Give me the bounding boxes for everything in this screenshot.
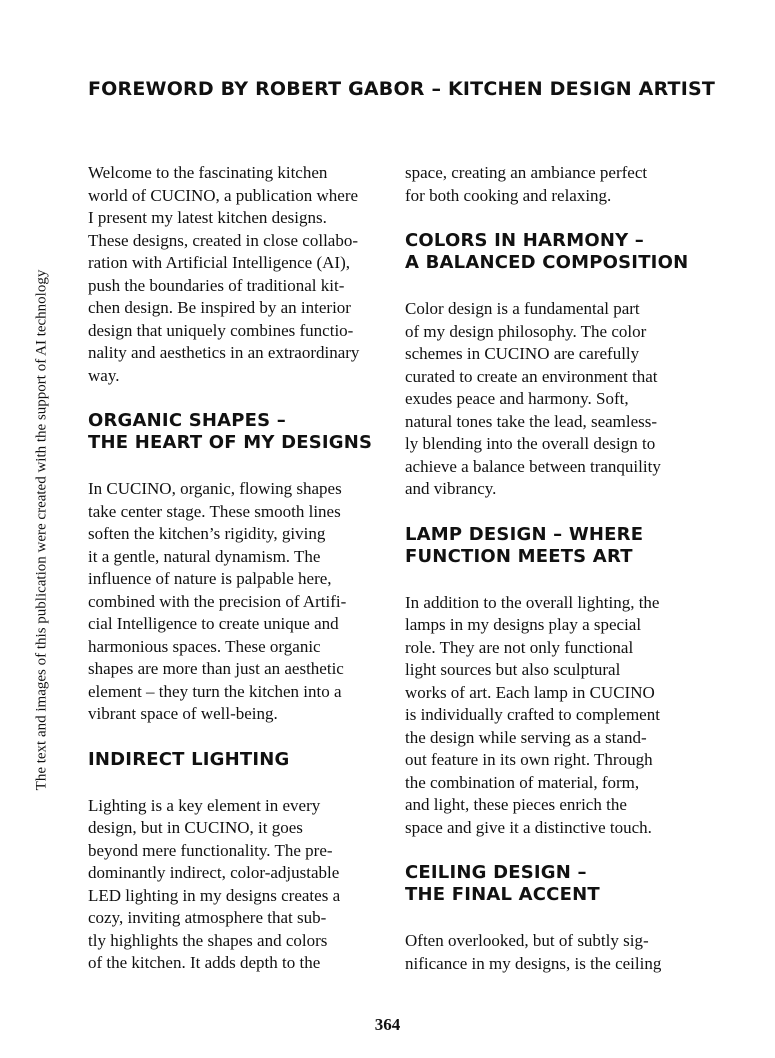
text-line: shapes are more than just an aesthetic bbox=[88, 659, 344, 678]
indirect-lighting-heading bbox=[88, 749, 372, 771]
text-line: for both cooking and relaxing. bbox=[405, 185, 612, 205]
text-line: natural tones take the lead, seamless- bbox=[405, 411, 658, 431]
text-line: out feature in its own right. Through bbox=[405, 750, 653, 769]
text-line: schemes in CUCINO are carefully bbox=[405, 344, 640, 363]
text-line: harmonious spaces. These organic bbox=[88, 636, 321, 656]
text-line: soften the kitchen’s rigidity, giving bbox=[88, 524, 326, 543]
heading-line: COLORS IN HARMONY – bbox=[405, 230, 644, 251]
text-line: vibrant space of well-being. bbox=[88, 704, 278, 723]
heading-line: ORGANIC SHAPES – bbox=[88, 410, 286, 431]
page-number: 364 bbox=[374, 1015, 401, 1034]
lamp-design-paragraph bbox=[405, 592, 688, 840]
left-column bbox=[88, 162, 372, 975]
text-line: way. bbox=[88, 365, 120, 385]
text-line: Lighting is a key element in every bbox=[88, 795, 321, 815]
text-line: design, but in CUCINO, it goes bbox=[88, 818, 303, 837]
lighting-continuation-paragraph bbox=[405, 162, 688, 207]
text-line: space and give it a distinctive touch. bbox=[405, 817, 652, 837]
heading-line: THE FINAL ACCENT bbox=[405, 884, 600, 905]
ceiling-design-heading bbox=[405, 862, 688, 906]
text-line: it a gentle, natural dynamism. The bbox=[88, 546, 321, 566]
heading-line: CEILING DESIGN – bbox=[405, 862, 587, 883]
text-line: role. They are not only functional bbox=[405, 637, 634, 657]
text-line: achieve a balance between tranquility bbox=[405, 456, 661, 476]
text-line: I present my latest kitchen designs. bbox=[88, 208, 327, 227]
text-line: influence of nature is palpable here, bbox=[88, 569, 332, 588]
text-line: Color design is a fundamental part bbox=[405, 299, 640, 318]
text-line: is individually crafted to complement bbox=[405, 705, 660, 724]
text-line: space, creating an ambiance perfect bbox=[405, 163, 648, 182]
text-line: chen design. Be inspired by an interior bbox=[88, 298, 351, 317]
text-line: element – they turn the kitchen into a bbox=[88, 681, 342, 701]
text-line: of my design philosophy. The color bbox=[405, 321, 647, 341]
text-line: In CUCINO, organic, flowing shapes bbox=[88, 479, 342, 498]
text-line: These designs, created in close collabo- bbox=[88, 230, 359, 250]
text-line: the design while serving as a stand- bbox=[405, 727, 647, 747]
text-line: cial Intelligence to create unique and bbox=[88, 614, 339, 633]
text-line: nality and aesthetics in an extraordinary bbox=[88, 343, 360, 362]
text-line: curated to create an environment that bbox=[405, 366, 658, 386]
heading-line: LAMP DESIGN – WHERE bbox=[405, 523, 644, 545]
text-line: dominantly indirect, color-adjustable bbox=[88, 863, 340, 882]
text-line: Welcome to the fascinating kitchen bbox=[88, 163, 328, 182]
intro-paragraph bbox=[88, 162, 372, 387]
indirect-lighting-paragraph bbox=[88, 795, 372, 975]
lamp-design-heading bbox=[405, 524, 688, 568]
text-line: lamps in my designs play a special bbox=[405, 615, 642, 634]
text-line: and light, these pieces enrich the bbox=[405, 795, 627, 814]
text-line: the combination of material, form, bbox=[405, 772, 640, 792]
ai-disclaimer-vertical-note: The text and images of this publication were created with the support of AI technology bbox=[33, 269, 50, 791]
text-line: exudes peace and harmony. Soft, bbox=[405, 389, 629, 408]
organic-shapes-paragraph bbox=[88, 478, 372, 726]
text-line: tly highlights the shapes and colors bbox=[88, 930, 328, 950]
heading-line: A BALANCED COMPOSITION bbox=[405, 252, 689, 273]
right-column bbox=[405, 162, 688, 975]
text-line: beyond mere functionality. The pre- bbox=[88, 840, 333, 860]
colors-in-harmony-paragraph bbox=[405, 298, 688, 501]
organic-shapes-heading bbox=[88, 410, 372, 454]
text-line: and vibrancy. bbox=[405, 479, 497, 498]
text-line: combined with the precision of Artifi- bbox=[88, 591, 347, 611]
text-line: ration with Artificial Intelligence (AI), bbox=[88, 253, 350, 272]
heading-line: INDIRECT LIGHTING bbox=[88, 748, 290, 770]
text-line: design that uniquely combines functio- bbox=[88, 320, 354, 340]
text-line: cozy, inviting atmosphere that sub- bbox=[88, 908, 327, 927]
text-line: of the kitchen. It adds depth to the bbox=[88, 953, 321, 972]
text-line: push the boundaries of traditional kit- bbox=[88, 275, 345, 295]
colors-in-harmony-heading bbox=[405, 230, 688, 274]
text-line: light sources but also sculptural bbox=[405, 660, 621, 679]
text-line: ly blending into the overall design to bbox=[405, 434, 656, 453]
page-title: FOREWORD BY ROBERT GABOR – KITCHEN DESIGN ARTIST bbox=[88, 78, 716, 100]
text-line: nificance in my designs, is the ceiling bbox=[405, 953, 662, 973]
text-line: take center stage. These smooth lines bbox=[88, 501, 341, 521]
text-line: LED lighting in my designs creates a bbox=[88, 885, 341, 905]
ceiling-design-paragraph bbox=[405, 930, 688, 975]
text-line: In addition to the overall lighting, the bbox=[405, 592, 660, 612]
text-line: Often overlooked, but of subtly sig- bbox=[405, 931, 649, 950]
heading-line: THE HEART OF MY DESIGNS bbox=[88, 432, 373, 453]
heading-line: FUNCTION MEETS ART bbox=[405, 545, 633, 567]
text-line: works of art. Each lamp in CUCINO bbox=[405, 682, 655, 702]
text-line: world of CUCINO, a publication where bbox=[88, 185, 359, 205]
